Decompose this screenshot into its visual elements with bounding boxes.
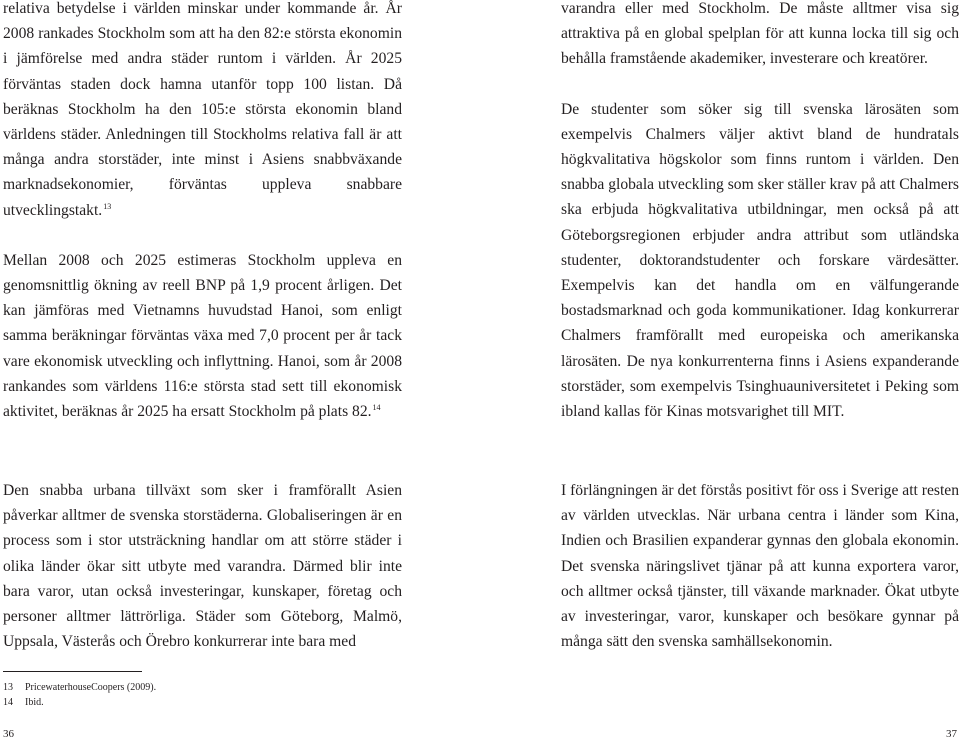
footnote-ref[interactable]: 14 [372,403,381,413]
paragraph-text: relativa betydelse i världen minskar under kommande år. År 2008 rankades Stockholm som att ha den 82:e största ekonomin i jämförelse med andra städer runtom i världen. År 2025 förväntas staden dock hamna utanför topp 100 listan. Då beräknas Stockholm ha den 105:e största ekonomin bland världens städer. Anledningen till Stockholms relativa fall är att många andra storstäder, inte minst i Asiens snabbväxande marknadsekonomier, förväntas uppleva snabbare utvecklingstakt. [3,0,402,219]
page-number-left: 36 [3,728,14,740]
footnote-number: 13 [3,682,13,693]
footnote-number: 14 [3,697,13,708]
footnote-ref[interactable]: 13 [103,201,112,211]
right-column-bottom [561,478,959,654]
paragraph-text: Mellan 2008 och 2025 estimeras Stockholm uppleva en genomsnittlig ökning av reell BNP på 1,9 procent årligen. Det kan jämföras med Vietnamns huvudstad Hanoi, som enligt samma beräkningar förväntas växa med 7,0 procent per år tack vare ekonomisk utveckling och inflyttning. Hanoi, som år 2008 rankandes som världens 116:e största stad sett till ekonomisk aktivitet, beräknas år 2025 ha ersatt Stockholm på plats 82. [3,251,402,421]
page-number-right: 37 [946,728,957,740]
right-column-top [561,0,959,424]
paragraph: Den snabba urbana tillväxt som sker i framförallt Asien påverkar alltmer de svenska storstäderna. Globaliseringen är en process som i stor utsträckning handlar om att större städer i olika länder ökar sitt utbyte med varandra. Därmed blir inte bara varor, utan också investeringar, kunskaper, företag och personer alltmer lättrörliga. Städer som Göteborg, Malmö, Uppsala, Västerås och Örebro konkurrerar inte bara med [3,482,402,651]
footnote-text: Ibid. [25,697,44,708]
paragraph: varandra eller med Stockholm. De måste alltmer visa sig attraktiva på en global spelplan för att kunna locka till sig och behålla framstående akademiker, investerare och kreatörer. [561,0,959,68]
left-column-bottom [3,478,402,654]
paragraph: I förlängningen är det förstås positivt för oss i Sverige att resten av världen utvecklas. När urbana centra i länder som Kina, Indien och Brasilien expanderar gynnas den globala ekonomin. Det svenska näringslivet tjänar på att kunna exportera varor, och alltmer också tjänster, till växande marknader. Ökat utbyte av investeringar, varor, kunskaper och besökare gynnar på många sätt den svenska samhällsekonomin. [561,482,959,651]
footnote [3,680,156,695]
paragraph: De studenter som söker sig till svenska lärosäten som exempelvis Chalmers väljer aktivt bland de hundratals högkvalitativa högskolor som finns runtom i världen. Den snabba globala utveckling som sker ställer krav på att Chalmers ska erbjuda högkvalitativa utbildningar, men också på att Göteborgsregionen erbjuder andra attribut som utländska studenter, doktorandstudenter och forskare värdesätter. Exempelvis kan det handla om en välfungerande bostadsmarknad och goda kommunikationer. Idag konkurrerar Chalmers framförallt med europeiska och amerikanska lärosäten. De nya konkurrenterna finns i Asiens expanderande storstäder, som exempelvis Tsinghuauniversitetet i Peking som ibland kallas för Kinas motsvarighet till MIT. [561,100,959,421]
left-column-top [3,0,402,424]
paragraph [3,0,402,223]
paragraph [3,248,402,424]
footnotes [3,680,156,710]
footnote-divider [3,671,142,672]
footnote-text: PricewaterhouseCoopers (2009). [25,682,157,693]
footnote [3,695,156,710]
